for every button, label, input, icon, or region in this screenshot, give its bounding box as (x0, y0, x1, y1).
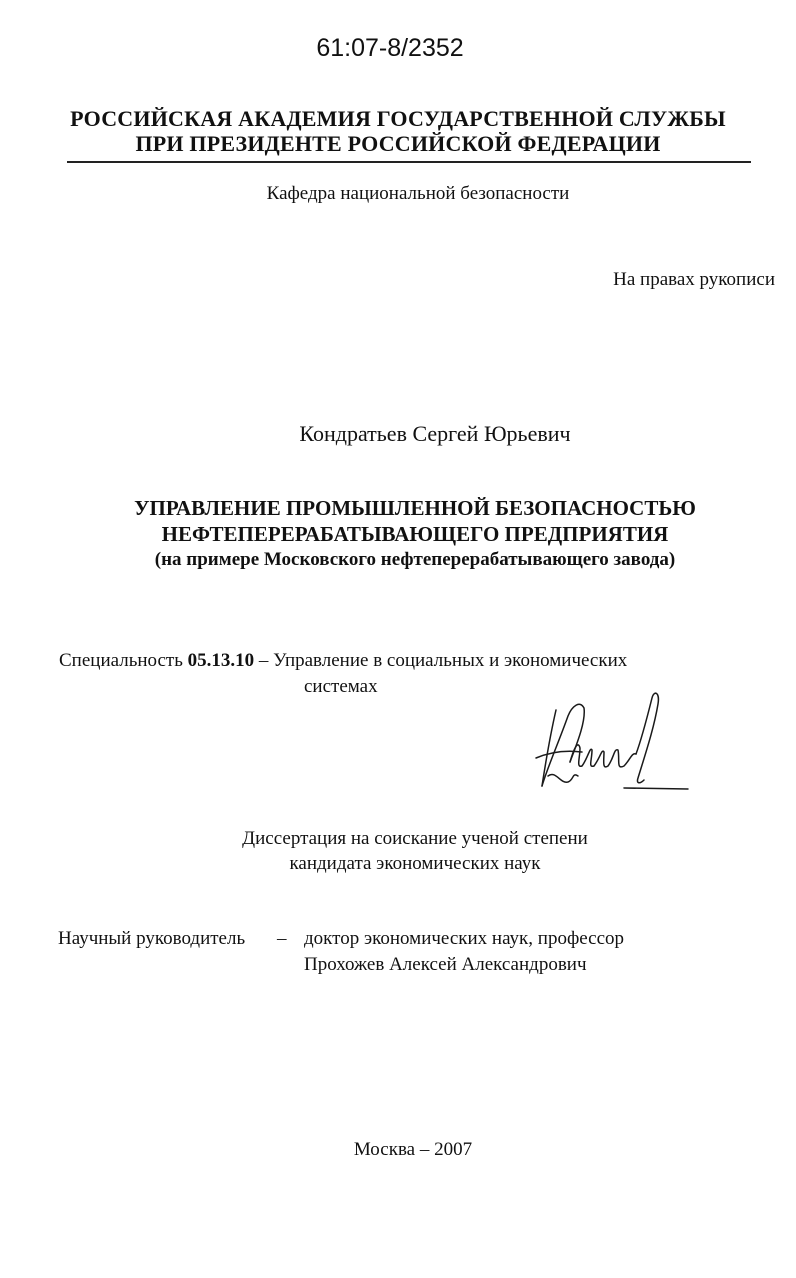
supervisor-label: Научный руководитель (58, 928, 246, 949)
manuscript-rights-note: На правах рукописи (613, 269, 775, 290)
specialty-name-line-2: системах (304, 676, 378, 697)
thesis-title-line-1: УПРАВЛЕНИЕ ПРОМЫШЛЕННОЙ БЕЗОПАСНОСТЬЮ (134, 496, 696, 520)
handwritten-signature-icon (528, 688, 696, 798)
department-name: Кафедра национальной безопасности (266, 183, 570, 204)
specialty-separator: – (258, 650, 269, 671)
supervisor-dash: – (277, 928, 287, 949)
city-and-year: Москва – 2007 (353, 1139, 473, 1160)
supervisor-title: доктор экономических наук, профессор (304, 928, 625, 949)
degree-line-2: кандидата экономических наук (289, 853, 541, 874)
thesis-title-line-2: НЕФТЕПЕРЕРАБАТЫВАЮЩЕГО ПРЕДПРИЯТИЯ (161, 522, 669, 546)
degree-line-1: Диссертация на соискание ученой степени (242, 828, 588, 849)
specialty-code: 05.13.10 (187, 650, 255, 671)
institution-name-line-1: РОССИЙСКАЯ АКАДЕМИЯ ГОСУДАРСТВЕННОЙ СЛУЖБЫ (70, 106, 726, 131)
thesis-subtitle: (на примере Московского нефтеперерабатывающего завода) (154, 549, 676, 570)
author-name: Кондратьев Сергей Юрьевич (299, 421, 571, 446)
institution-name-line-2: ПРИ ПРЕЗИДЕНТЕ РОССИЙСКОЙ ФЕДЕРАЦИИ (135, 131, 661, 156)
header-divider (67, 161, 751, 163)
specialty-line (59, 650, 627, 672)
specialty-label: Специальность (59, 650, 183, 671)
supervisor-name: Прохожев Алексей Александрович (304, 954, 587, 975)
specialty-name-line-1: Управление в социальных и экономических (273, 650, 628, 671)
library-call-number: 61:07-8/2352 (316, 34, 464, 62)
